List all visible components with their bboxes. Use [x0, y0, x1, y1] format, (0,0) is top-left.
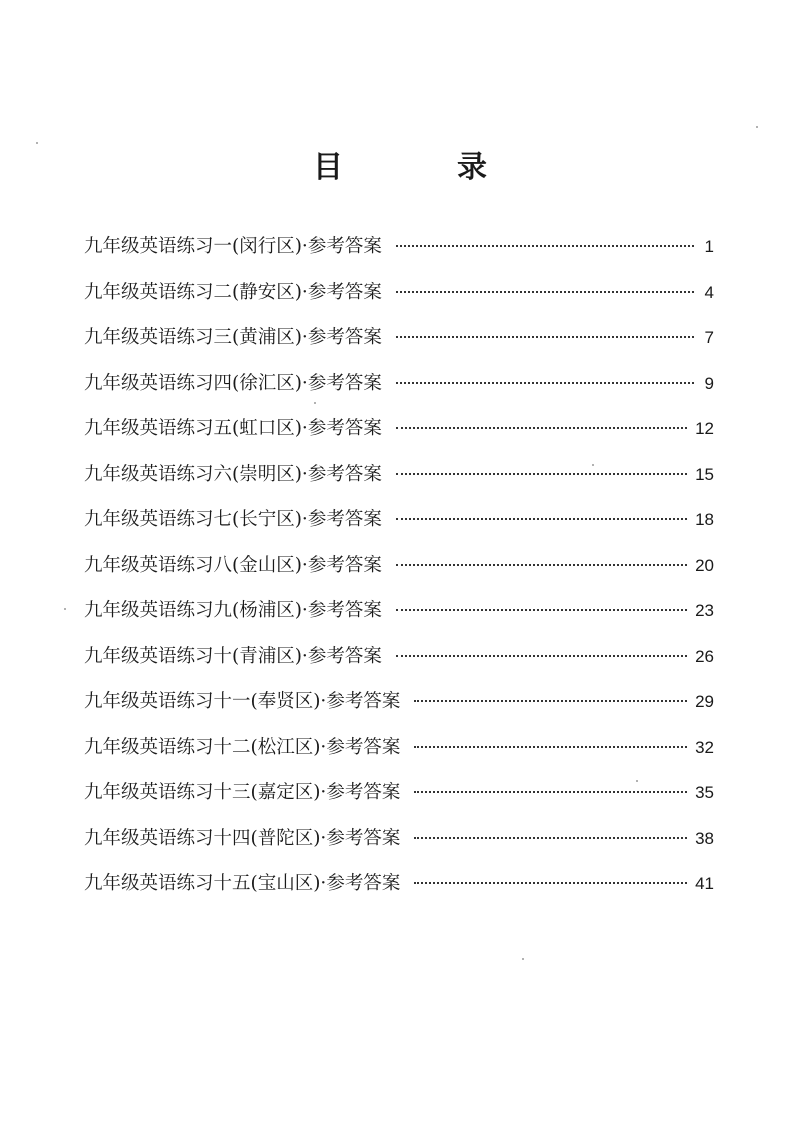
toc-entry-page: 41 — [695, 874, 714, 893]
toc-entry-page: 9 — [704, 373, 714, 393]
toc-entry-label: 九年级英语练习五(虹口区)·参考答案 — [84, 418, 382, 439]
toc-entry-label: 九年级英语练习十一(奉贤区)·参考答案 — [84, 691, 401, 712]
dot-leader — [396, 473, 687, 475]
toc-entry-label: 九年级英语练习十三(嘉定区)·参考答案 — [84, 782, 401, 803]
toc-list — [84, 232, 714, 915]
toc-entry — [84, 460, 714, 506]
toc-entry-label: 九年级英语练习一(闵行区)·参考答案 — [84, 236, 382, 257]
toc-entry-label: 九年级英语练习二(静安区)·参考答案 — [84, 281, 382, 303]
dot-leader — [396, 655, 687, 657]
toc-entry-label: 九年级英语练习十四(普陀区)·参考答案 — [84, 827, 401, 849]
dot-leader — [414, 746, 687, 748]
toc-entry-label: 九年级英语练习六(崇明区)·参考答案 — [84, 463, 382, 485]
dot-leader — [414, 837, 687, 839]
toc-entry — [84, 369, 714, 415]
page-title: 目 录 — [313, 150, 529, 186]
dot-leader — [414, 700, 687, 702]
toc-entry — [84, 869, 714, 915]
toc-entry-page: 35 — [695, 783, 714, 802]
toc-entry-page: 29 — [695, 692, 714, 711]
toc-entry-page: 4 — [704, 282, 714, 302]
toc-entry — [84, 642, 714, 688]
toc-entry — [84, 733, 714, 779]
toc-entry — [84, 278, 714, 324]
toc-entry — [84, 778, 714, 824]
toc-entry — [84, 323, 714, 369]
dot-leader — [414, 791, 687, 793]
toc-entry-page: 20 — [695, 555, 714, 575]
toc-entry — [84, 232, 714, 278]
toc-entry-page: 15 — [695, 464, 714, 484]
toc-entry-label: 九年级英语练习十二(松江区)·参考答案 — [84, 736, 401, 758]
dot-leader — [396, 336, 694, 338]
scan-speck — [64, 608, 66, 610]
toc-entry-label: 九年级英语练习十(青浦区)·参考答案 — [84, 645, 382, 667]
dot-leader — [396, 382, 694, 384]
toc-entry-page: 1 — [704, 237, 714, 256]
scan-speck — [592, 464, 594, 466]
scan-speck — [522, 958, 524, 960]
toc-entry-label: 九年级英语练习九(杨浦区)·参考答案 — [84, 600, 382, 621]
dot-leader — [414, 882, 687, 884]
dot-leader — [396, 609, 687, 611]
toc-entry — [84, 596, 714, 642]
dot-leader — [396, 564, 687, 566]
scan-speck — [636, 780, 638, 782]
dot-leader — [396, 427, 687, 429]
toc-entry-page: 38 — [695, 828, 714, 848]
toc-entry-page: 32 — [695, 737, 714, 757]
toc-entry-page: 26 — [695, 646, 714, 666]
toc-entry — [84, 824, 714, 870]
dot-leader — [396, 245, 694, 247]
toc-entry — [84, 414, 714, 460]
toc-entry-page: 18 — [695, 510, 714, 529]
toc-entry-label: 九年级英语练习十五(宝山区)·参考答案 — [84, 873, 401, 894]
toc-entry — [84, 687, 714, 733]
toc-entry-page: 23 — [695, 601, 714, 620]
toc-entry-label: 九年级英语练习四(徐汇区)·参考答案 — [84, 372, 382, 394]
scan-speck — [756, 126, 758, 128]
scan-speck — [314, 402, 316, 404]
toc-entry-label: 九年级英语练习七(长宁区)·参考答案 — [84, 509, 382, 530]
toc-entry-label: 九年级英语练习八(金山区)·参考答案 — [84, 554, 382, 576]
toc-entry-page: 7 — [704, 328, 714, 347]
scan-speck — [36, 142, 38, 144]
dot-leader — [396, 291, 694, 293]
toc-entry — [84, 505, 714, 551]
toc-entry — [84, 551, 714, 597]
toc-entry-label: 九年级英语练习三(黄浦区)·参考答案 — [84, 327, 382, 348]
toc-entry-page: 12 — [695, 419, 714, 438]
dot-leader — [396, 518, 687, 520]
